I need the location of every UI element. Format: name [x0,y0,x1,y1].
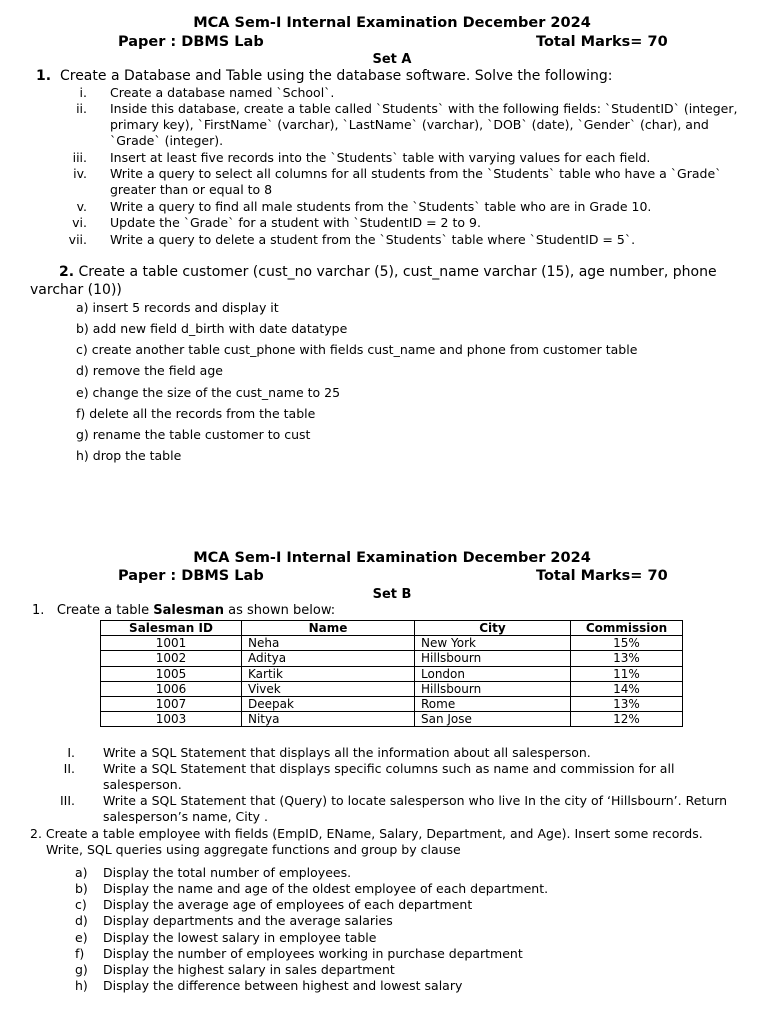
header-salesman-id: Salesman ID [101,621,242,636]
list-number: vi. [72,215,87,230]
question-text: Create a Database and Table using the database software. Solve the following: [59,68,613,84]
set-b-total-marks: Total Marks= 70 [536,568,668,584]
set-b-paper-name: Paper : DBMS Lab [118,568,264,584]
list-number: f) [75,946,85,961]
list-item: a) insert 5 records and display it [76,300,279,315]
list-item: Insert at least five records into the `Students` table with varying values for each field. [110,150,651,165]
list-number: III. [59,793,75,808]
list-item: c) create another table cust_phone with fields cust_name and phone from customer table [76,342,638,357]
question-text: Create a table customer (cust_no varchar (5), cust_name varchar (15), age number, phone [78,264,717,280]
question-number: 1. [32,603,45,618]
table-row [101,681,683,696]
list-number: iii. [72,150,87,165]
list-item: Display the number of employees working in purchase department [103,946,523,961]
set-a-label: Set A [372,52,412,67]
set-a-q2-heading-cont: varchar (10)) [30,282,122,298]
list-item: b) add new field d_birth with date datatype [76,321,348,336]
list-number: c) [75,897,87,912]
table-row [101,666,683,681]
list-number: iv. [73,166,87,181]
set-a-q1-heading [36,68,613,84]
list-item: g) rename the table customer to cust [76,427,311,442]
list-item: Display the name and age of the oldest employee of each department. [103,881,549,896]
question-text-post: as shown below: [224,603,336,618]
question-number: 1. [36,68,52,84]
list-number: d) [75,913,88,928]
cell-name: Kartik [242,666,415,681]
list-item: Write a SQL Statement that displays specific columns such as name and commission for all salesperson. [103,761,675,793]
set-b-q1-heading [32,603,335,618]
list-number: vii. [68,232,87,247]
table-row [101,712,683,727]
cell-commission: 15% [571,636,683,651]
cell-name: Deepak [242,696,415,711]
list-number: g) [75,962,88,977]
cell-city: San Jose [415,712,571,727]
cell-id: 1005 [101,666,242,681]
list-number: a) [75,865,88,880]
header-name: Name [242,621,415,636]
list-number: h) [75,978,88,993]
list-item: Display departments and the average salaries [103,913,393,928]
list-item: e) change the size of the cust_name to 25 [76,385,341,400]
header-city: City [415,621,571,636]
cell-city: Hillsbourn [415,651,571,666]
question-number: 2. [59,264,75,280]
list-item: Inside this database, create a table called `Students` with the following fields: `StudentID` (integer, primary key), `FirstName` (varchar), `LastName` (varchar), `DOB` (date), `Gender` (char), and `Grade` (integer). [110,101,738,149]
list-item: d) remove the field age [76,363,223,378]
list-item: Write a SQL Statement that displays all the information about all salesperson. [103,745,591,760]
list-item: h) drop the table [76,448,182,463]
cell-city: Rome [415,696,571,711]
cell-commission: 13% [571,651,683,666]
cell-name: Vivek [242,681,415,696]
list-number: II. [63,761,75,776]
list-item: Display the difference between highest and lowest salary [103,978,463,993]
set-b-label: Set B [372,587,412,602]
cell-commission: 14% [571,681,683,696]
list-item: Update the `Grade` for a student with `StudentID = 2 to 9. [110,215,481,230]
cell-commission: 13% [571,696,683,711]
list-number: I. [67,745,75,760]
cell-city: London [415,666,571,681]
table-row [101,651,683,666]
question-text-pre: Create a table [56,603,154,618]
list-item: Display the highest salary in sales department [103,962,395,977]
cell-commission: 12% [571,712,683,727]
set-a-total-marks: Total Marks= 70 [536,34,668,50]
list-item: Write a query to delete a student from the `Students` table where `StudentID = 5`. [110,232,636,247]
cell-name: Nitya [242,712,415,727]
table-header-row [101,621,683,636]
cell-id: 1006 [101,681,242,696]
table-row [101,636,683,651]
salesman-table [100,620,683,727]
list-number: b) [75,881,88,896]
list-item: Write a SQL Statement that (Query) to locate salesperson who live In the city of ‘Hillsbourn’. Return salesperson’s name, City . [103,793,728,825]
cell-id: 1007 [101,696,242,711]
set-a-q2-heading [59,264,717,280]
list-item: Create a database named `School`. [110,85,335,100]
cell-city: Hillsbourn [415,681,571,696]
set-a-exam-title: MCA Sem-I Internal Examination December 2024 [193,15,591,31]
cell-name: Aditya [242,651,415,666]
list-item: Display the total number of employees. [103,865,352,880]
set-b-q2-heading-cont: Write, SQL queries using aggregate functions and group by clause [46,842,461,857]
list-number: i. [79,85,87,100]
cell-id: 1003 [101,712,242,727]
cell-name: Neha [242,636,415,651]
list-number: v. [76,199,87,214]
set-b-q2-heading: 2. Create a table employee with fields (EmpID, EName, Salary, Department, and Age). Insert some records. [30,826,703,841]
list-item: Write a query to find all male students from the `Students` table who are in Grade 10. [110,199,652,214]
list-number: ii. [76,101,87,116]
list-number: e) [75,930,88,945]
header-commission: Commission [571,621,683,636]
list-item: Display the average age of employees of each department [103,897,473,912]
list-item: Display the lowest salary in employee table [103,930,377,945]
cell-city: New York [415,636,571,651]
cell-id: 1001 [101,636,242,651]
cell-id: 1002 [101,651,242,666]
list-item: Write a query to select all columns for all students from the `Students` table who have a `Grade` greater than or equal to 8 [110,166,722,198]
table-row [101,696,683,711]
set-a-paper-name: Paper : DBMS Lab [118,34,264,50]
table-name: Salesman [153,603,225,618]
list-item: f) delete all the records from the table [76,406,316,421]
set-b-exam-title: MCA Sem-I Internal Examination December 2024 [193,550,591,566]
cell-commission: 11% [571,666,683,681]
